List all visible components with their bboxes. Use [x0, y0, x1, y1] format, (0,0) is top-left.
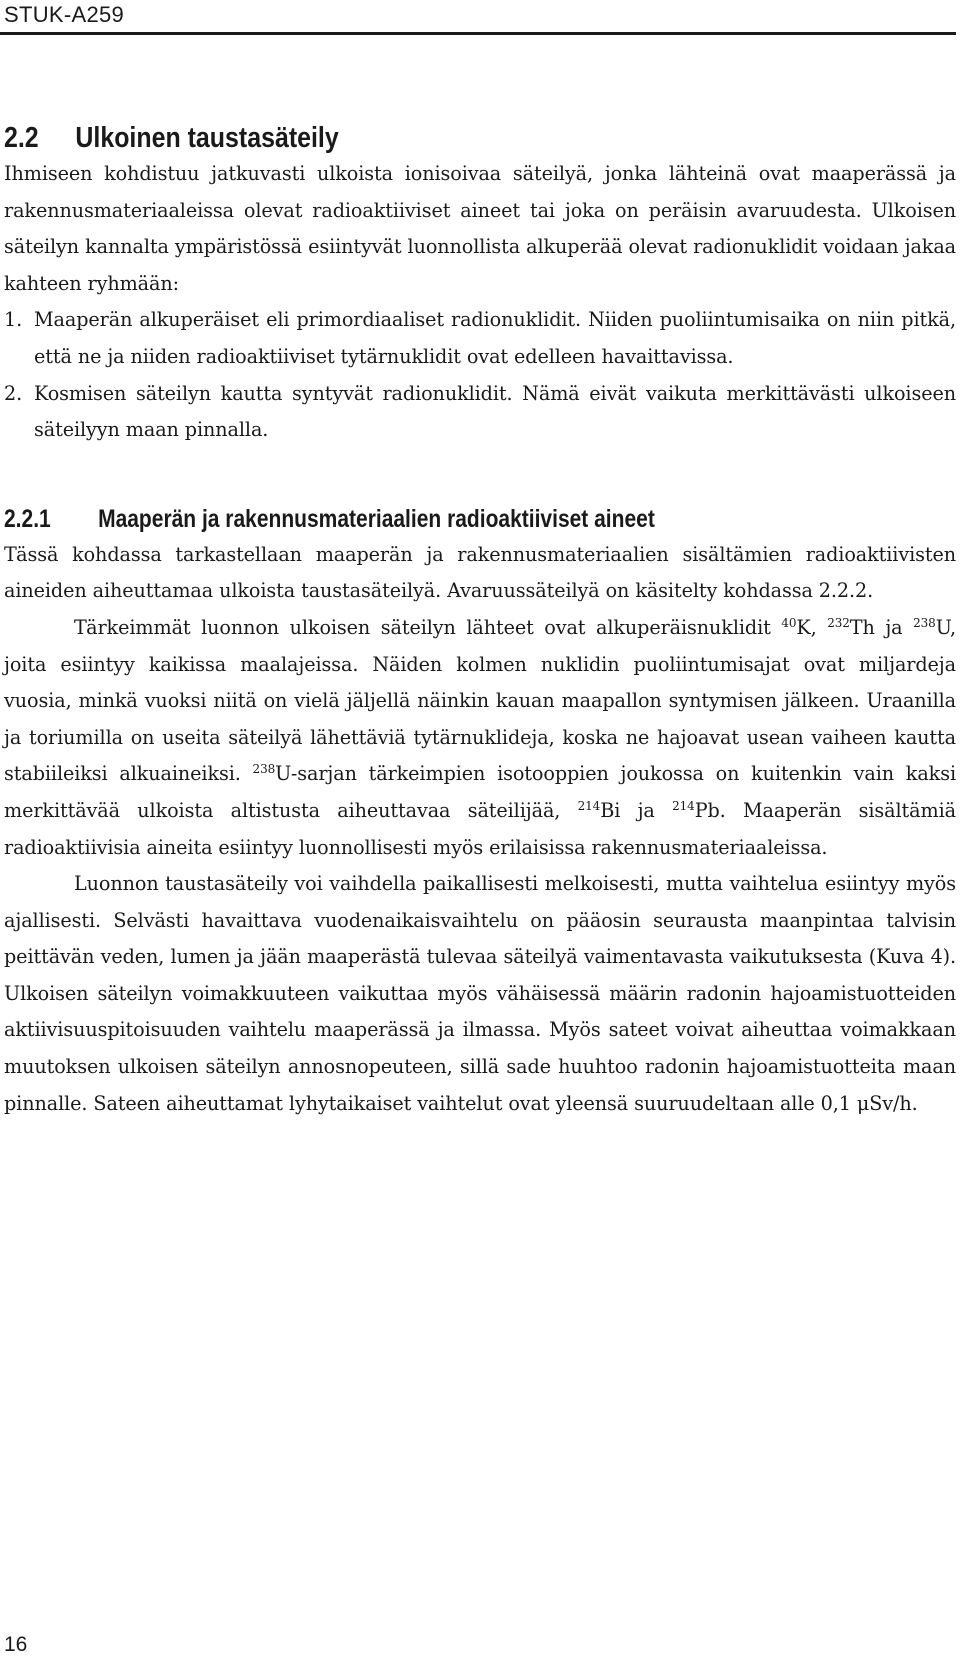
text-run: K, [796, 615, 828, 639]
list-item-text: Kosmisen säteilyn kautta syntyvät radionuklidit. Nämä eivät vaikuta merkittävästi ulkoiseen säteilyyn maan pinnalla. [34, 381, 956, 442]
radionuclide-group-list [4, 302, 956, 448]
intro-paragraph: Ihmiseen kohdistuu jatkuvasti ulkoista ionisoivaa säteilyä, jonka lähteinä ovat maaperässä ja rakennusmateriaaleissa olevat radioaktiiviset aineet tai joka on peräisin avaruudesta. Ulkoisen säteilyn kannalta ympäristössä esiintyvät luonnollista alkuperää olevat radionuklidit voidaan jakaa kahteen ryhmään: [4, 162, 956, 295]
text-run: Tärkeimmät luonnon ulkoisen säteilyn lähteet ovat alkuperäisnuklidit [74, 615, 782, 639]
mass-number-u-series: 238 [252, 762, 276, 777]
list-item-text: Maaperän alkuperäiset eli primordiaaliset radionuklidit. Niiden puoliintumisaika on niin pitkä, että ne ja niiden radioaktiiviset tytärnuklidit ovat edelleen havaittavissa. [34, 308, 956, 368]
section-gap [4, 449, 956, 501]
list-item [4, 376, 956, 449]
subsection-number: 2.2.1 [4, 504, 51, 533]
page-content [4, 120, 956, 1122]
header-rule [0, 32, 956, 35]
list-marker: 1. [4, 308, 23, 332]
mass-number-th: 232 [827, 615, 850, 630]
paragraph-3: Luonnon taustasäteily voi vaihdella paikallisesti melkoisesti, mutta vaihtelua esiintyy myös ajallisesti. Selvästi havaittava vuodenaikaisvaihtelu on pääosin seurausta maanpintaa talvisin peittävän veden, lumen ja jään maaperästä tulevaa säteilyä vaimentavasta vaikutuksesta (Kuva 4). Ulkoisen säteilyn voimakkuuteen vaikuttaa myös vähäisessä määrin radonin hajoamistuotteiden aktiivisuuspitoisuuden vaihtelu maaperässä ja ilmassa. Myös sateet voivat aiheuttaa voimakkaan muutoksen ulkoisen säteilyn annosnopeuteen, sillä sade huuhtoo radonin hajoamistuotteita maan pinnalle. Sateen aiheuttamat lyhytaikaiset vaihtelut ovat yleensä suuruudeltaan alle 0,1 μSv/h. [4, 872, 956, 1115]
page-number: 16 [4, 1633, 28, 1656]
text-run: U, joita esiintyy kaikissa maalajeissa. Näiden kolmen nuklidin puoliintumisajat ovat miljardeja vuosia, minkä vuoksi niitä on vielä jäljellä näinkin kauan maapallon syntymisen jälkeen. Uraanilla ja toriumilla on useita säteilyä lähettäviä tytärnuklideja, koska ne hajoavat usean vaiheen kautta stabiileiksi alkuaineiksi. [4, 615, 956, 786]
text-run: Th ja [849, 615, 914, 639]
list-item [4, 302, 956, 375]
mass-number-bi: 214 [577, 798, 601, 813]
mass-number-k: 40 [781, 615, 797, 630]
text-run: U-sarjan tärkeimpien isotooppien joukossa on kuitenkin vain kaksi merkittävää ulkoista altistusta aiheuttavaa säteilijää, [4, 762, 956, 822]
list-marker: 2. [4, 381, 23, 405]
text-run: Pb. Maaperän sisältämiä radioaktiivisia aineita esiintyy luonnollisesti myös erilaisissa rakennusmateriaaleissa. [4, 798, 956, 859]
paragraph-1: Tässä kohdassa tarkastellaan maaperän ja rakennusmateriaalien sisältämien radioaktiivisten aineiden aiheuttamaa ulkoista taustasäteilyä. Avaruussäteilyä on käsitelty kohdassa 2.2.2. [4, 542, 956, 603]
mass-number-u: 238 [913, 615, 936, 630]
document-code: STUK-A259 [4, 2, 125, 27]
section-number: 2.2 [4, 122, 39, 154]
subsection-heading-2-2-1 [4, 501, 945, 537]
text-run: Bi ja [600, 798, 673, 822]
subsection-title: Maaperän ja rakennusmateriaalien radioaktiiviset aineet [98, 504, 655, 533]
section-title: Ulkoinen taustasäteily [75, 122, 339, 154]
section-heading-2-2 [4, 120, 950, 156]
paragraph-2 [4, 610, 956, 866]
mass-number-pb: 214 [672, 798, 695, 813]
